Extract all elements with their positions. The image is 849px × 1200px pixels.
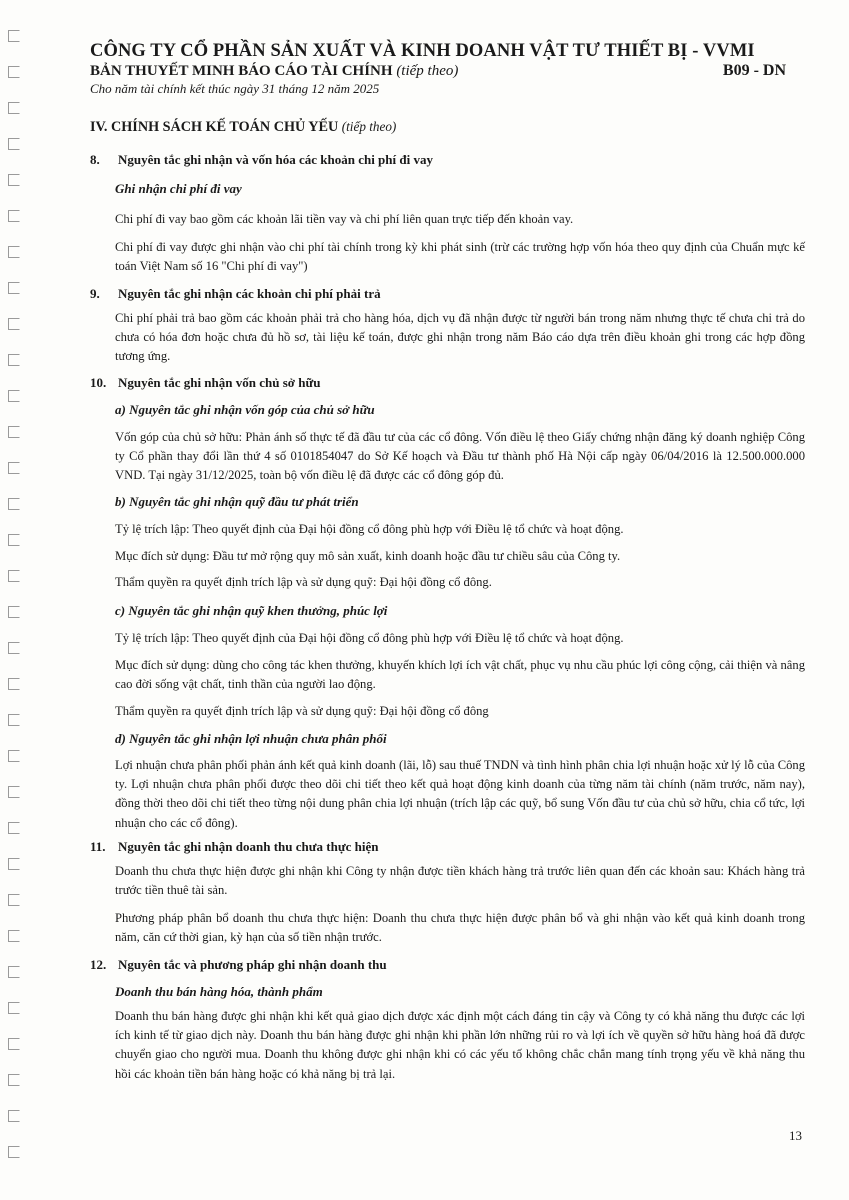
binding-mark [8, 354, 20, 366]
binding-mark [8, 174, 20, 186]
heading-11 [90, 837, 379, 856]
paragraph: Phương pháp phân bổ doanh thu chưa thực hiện: Doanh thu chưa thực hiện được phân bổ và ghi nhận vào kết quả kinh doanh trong năm, căn cứ thời gian, kỳ hạn của số tiền nhận trước. [115, 911, 805, 945]
paragraph: Mục đích sử dụng: Đầu tư mở rộng quy mô sản xuất, kinh doanh hoặc đầu tư chiều sâu của Công ty. [115, 549, 621, 563]
paragraph: Tỷ lệ trích lập: Theo quyết định của Đại hội đồng cổ đông phù hợp với Điều lệ tổ chức và hoạt động. [115, 631, 624, 645]
subheading-borrowing-costs: Ghi nhận chi phí đi vay [115, 181, 242, 196]
subheading-d: d) Nguyên tắc ghi nhận lợi nhuận chưa phân phối [115, 731, 387, 746]
heading-9 [90, 284, 381, 303]
paragraph: Thẩm quyền ra quyết định trích lập và sử dụng quỹ: Đại hội đồng cổ đông [115, 704, 489, 718]
heading-text: Nguyên tắc ghi nhận doanh thu chưa thực hiện [118, 839, 379, 854]
report-title-text: BẢN THUYẾT MINH BÁO CÁO TÀI CHÍNH [90, 63, 393, 79]
paragraph: Chi phí phải trả bao gồm các khoản phải trả cho hàng hóa, dịch vụ đã nhận được từ người bán trong năm nhưng thực tế chưa chi trả do chưa có hóa đơn hoặc chưa đủ hồ sơ, tài liệu kế toán, được ghi nhận trong năm Báo cáo dựa trên điều khoản ghi trong các hợp đồng tương ứng. [115, 311, 805, 364]
paragraph: Thẩm quyền ra quyết định trích lập và sử dụng quỹ: Đại hội đồng cổ đông. [115, 575, 492, 589]
heading-number: 9. [90, 286, 100, 301]
heading-number: 11. [90, 839, 106, 854]
report-title [90, 62, 790, 80]
section-title [90, 117, 396, 137]
heading-8 [90, 150, 433, 169]
binding-mark [8, 30, 20, 42]
binding-mark [8, 822, 20, 834]
binding-mark [8, 570, 20, 582]
binding-mark [8, 318, 20, 330]
binding-mark [8, 1002, 20, 1014]
paragraph: Mục đích sử dụng: dùng cho công tác khen thưởng, khuyến khích lợi ích vật chất, phục vụ nhu cầu phúc lợi công cộng, cải thiện và nâng cao đời sống vật chất, tinh thần của người lao động. [115, 658, 805, 692]
heading-text: Nguyên tắc ghi nhận các khoản chi phí phải trả [118, 286, 381, 301]
heading-text: Nguyên tắc ghi nhận và vốn hóa các khoản chi phí đi vay [118, 152, 433, 167]
company-name: CÔNG TY CỔ PHẦN SẢN XUẤT VÀ KINH DOANH VẬT TƯ THIẾT BỊ - VVMI [90, 41, 755, 61]
binding-mark [8, 714, 20, 726]
subheading-sales-revenue: Doanh thu bán hàng hóa, thành phẩm [115, 984, 323, 999]
form-code: B09 - DN [722, 62, 786, 79]
binding-mark [8, 858, 20, 870]
binding-mark [8, 966, 20, 978]
page-number: 13 [789, 1128, 802, 1143]
binding-mark [8, 390, 20, 402]
binding-mark [8, 426, 20, 438]
heading-12 [90, 955, 387, 974]
binding-mark [8, 930, 20, 942]
binding-mark [8, 246, 20, 258]
paragraph: Chi phí đi vay bao gồm các khoản lãi tiền vay và chi phí liên quan trực tiếp đến khoản vay. [115, 212, 574, 226]
heading-text: Nguyên tắc và phương pháp ghi nhận doanh thu [118, 957, 387, 972]
binding-mark [8, 282, 20, 294]
paragraph: Doanh thu chưa thực hiện được ghi nhận khi Công ty nhận được tiền khách hàng trả trước liên quan đến các khoản sau: Khách hàng trả trước tiền thuê tài sản. [115, 864, 805, 898]
binding-mark [8, 462, 20, 474]
document-header [90, 40, 790, 97]
binding-mark [8, 678, 20, 690]
binding-mark [8, 750, 20, 762]
paragraph: Vốn góp của chủ sở hữu: Phản ánh số thực tế đã đầu tư của các cổ đông. Vốn điều lệ theo Giấy chứng nhận đăng ký doanh nghiệp Công ty Cổ phần thay đổi lần thứ 4 số 0101854047 do Sở Kế hoạch và Đầu tư thành phố Hà Nội cấp ngày 06/04/2016 là 12.500.000.000 VND. Tại ngày 31/12/2025, toàn bộ vốn điều lệ đã được các cổ đông góp đủ. [115, 430, 805, 483]
binding-mark [8, 210, 20, 222]
heading-number: 12. [90, 957, 107, 972]
binding-mark [8, 1146, 20, 1158]
binding-mark [8, 642, 20, 654]
binding-mark [8, 786, 20, 798]
binding-mark [8, 1074, 20, 1086]
heading-number: 8. [90, 152, 100, 167]
section-title-continued: (tiếp theo) [341, 119, 397, 134]
paragraph: Tỷ lệ trích lập: Theo quyết định của Đại hội đồng cổ đông phù hợp với Điều lệ tổ chức và hoạt động. [115, 522, 624, 536]
paragraph: Chi phí đi vay được ghi nhận vào chi phí tài chính trong kỳ khi phát sinh (trừ các trường hợp vốn hóa theo quy định của Chuẩn mực kế toán Việt Nam số 16 "Chi phí đi vay") [115, 240, 805, 274]
binding-mark [8, 102, 20, 114]
section-title-text: IV. CHÍNH SÁCH KẾ TOÁN CHỦ YẾU [90, 119, 339, 135]
subheading-a: a) Nguyên tắc ghi nhận vốn góp của chủ sở hữu [115, 402, 375, 417]
heading-number: 10. [90, 375, 107, 390]
paragraph: Lợi nhuận chưa phân phối phản ánh kết quả kinh doanh (lãi, lỗ) sau thuế TNDN và tình hình phân chia lợi nhuận hoặc xử lý lỗ của Công ty. Lợi nhuận chưa phân phối được theo dõi chi tiết theo kết quả hoạt động kinh doanh của từng năm tài chính (năm trước, năm nay), đồng thời theo dõi chi tiết theo từng nội dung phân chia lợi nhuận (trích lập các quỹ, bổ sung Vốn đầu tư của chủ sở hữu, chia cổ tức, lợi nhuận cho các cổ đông). [115, 758, 805, 830]
subheading-c: c) Nguyên tắc ghi nhận quỹ khen thưởng, phúc lợi [115, 603, 388, 618]
binding-mark [8, 66, 20, 78]
binding-mark [8, 606, 20, 618]
binding-mark [8, 534, 20, 546]
binding-mark [8, 498, 20, 510]
binding-mark [8, 894, 20, 906]
report-title-continued: (tiếp theo) [396, 63, 459, 79]
subheading-b: b) Nguyên tắc ghi nhận quỹ đầu tư phát triển [115, 494, 359, 509]
binding-mark [8, 138, 20, 150]
paragraph: Doanh thu bán hàng được ghi nhận khi kết quả giao dịch được xác định một cách đáng tin cậy và Công ty có khả năng thu được các lợi ích kinh tế từ giao dịch này. Doanh thu bán hàng được ghi nhận khi phần lớn những rủi ro và lợi ích về quyền sở hữu hàng hoá đã được chuyển giao cho người mua. Doanh thu không được ghi nhận khi có các yếu tố không chắc chắn mang tính trọng yếu về khả năng thu hồi các khoản tiền bán hàng hoặc có khả năng bị trả lại. [115, 1009, 805, 1081]
report-period: Cho năm tài chính kết thúc ngày 31 tháng 12 năm 2025 [90, 81, 380, 96]
binding-mark [8, 1110, 20, 1122]
binding-mark [8, 1038, 20, 1050]
heading-text: Nguyên tắc ghi nhận vốn chủ sở hữu [118, 375, 321, 390]
heading-10 [90, 373, 320, 392]
